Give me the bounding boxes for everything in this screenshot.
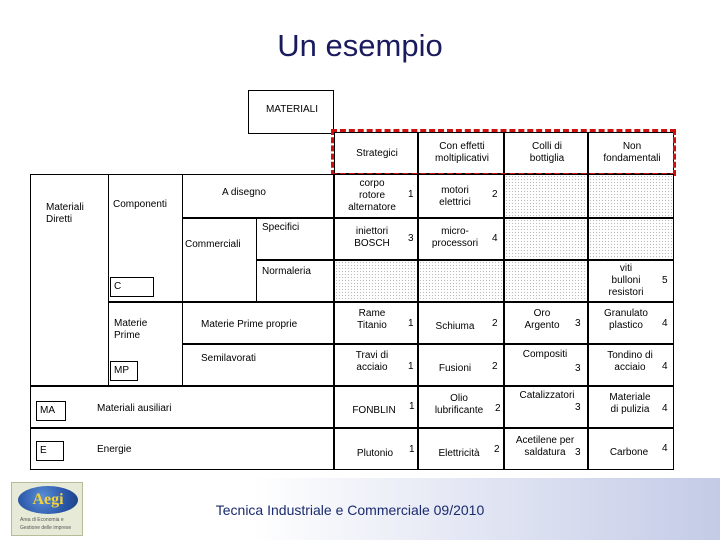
cell-granulato-label: Granulato plastico xyxy=(604,308,648,331)
cell-oro xyxy=(504,302,588,344)
cell-catalizzatori xyxy=(504,386,588,428)
cell-acetilene-num: 3 xyxy=(575,447,581,458)
cell-fusioni-num: 2 xyxy=(492,361,498,372)
specifici-label: Specifici xyxy=(262,222,300,233)
cell-tondino-num: 4 xyxy=(662,361,668,372)
cell-micro-num: 4 xyxy=(492,233,498,244)
cell-plutonio-label: Plutonio xyxy=(356,448,394,459)
cell-fonblin-num: 1 xyxy=(409,401,415,412)
cell-travi xyxy=(334,344,418,386)
cell-row1-nonfond-empty xyxy=(588,174,674,218)
cell-iniettori-num: 3 xyxy=(408,233,414,244)
cell-corpo-label: corpo rotore alternatore xyxy=(348,178,396,213)
cell-fusioni xyxy=(418,344,504,386)
cell-fonblin-label: FONBLIN xyxy=(352,405,396,416)
cell-catalizzatori-label: Catalizzatori xyxy=(519,390,575,401)
cell-granulato xyxy=(588,302,674,344)
cell-viti xyxy=(588,260,674,302)
cell-micro xyxy=(418,218,504,260)
slide-footer: Tecnica Industriale e Commerciale 09/2010 xyxy=(215,502,485,518)
energie-label: Energie xyxy=(97,444,132,455)
aegi-logo xyxy=(11,482,83,536)
cell-carbone xyxy=(588,428,674,470)
materiali-diretti-label: Materiali Diretti xyxy=(46,202,84,225)
cell-schiuma-num: 2 xyxy=(492,318,498,329)
cell-row2-nonfond-empty xyxy=(588,218,674,260)
materiali-ausiliari-label: Materiali ausiliari xyxy=(97,403,172,414)
cell-viti-label: viti bulloni resistori xyxy=(608,263,644,298)
cell-tondino xyxy=(588,344,674,386)
cell-row3-strat-empty xyxy=(334,260,418,302)
cell-materiale-pulizia-label: Materiale di pulizia xyxy=(609,392,651,415)
code-c-label: C xyxy=(110,277,154,297)
cell-elettricita-num: 2 xyxy=(494,444,500,455)
cell-olio-label: Olio lubrificante xyxy=(434,393,484,416)
logo-line2: Gestione delle imprese xyxy=(20,525,72,531)
a-disegno-label: A disegno xyxy=(222,187,266,198)
materie-prime-label: Materie Prime xyxy=(114,318,148,341)
cell-tondino-label: Tondino di acciaio xyxy=(607,350,653,373)
cell-rame-label: Rame Titanio xyxy=(357,308,387,331)
cell-compositi-num: 3 xyxy=(575,363,581,374)
cell-motori-label: motori elettrici xyxy=(439,185,471,208)
cell-oro-label: Oro Argento xyxy=(524,308,560,331)
cell-acetilene xyxy=(504,428,588,470)
materiali-label: MATERIALI xyxy=(265,104,319,115)
cell-elettricita-label: Elettricità xyxy=(438,448,480,459)
semilavorati-cell xyxy=(182,344,334,386)
energie-block xyxy=(30,428,334,470)
dashed-highlight xyxy=(331,129,676,176)
cell-compositi-label: Compositi xyxy=(522,349,568,360)
cell-compositi xyxy=(504,344,588,386)
cell-oro-num: 3 xyxy=(575,318,581,329)
cell-corpo xyxy=(334,174,418,218)
cell-schiuma-label: Schiuma xyxy=(435,321,475,332)
cell-catalizzatori-num: 3 xyxy=(575,402,581,413)
cell-motori-num: 2 xyxy=(492,189,498,200)
cell-fusioni-label: Fusioni xyxy=(438,363,472,374)
materie-prime-proprie-label: Materie Prime proprie xyxy=(201,319,298,330)
cell-motori xyxy=(418,174,504,218)
semilavorati-label: Semilavorati xyxy=(201,353,257,364)
cell-iniettori-label: iniettori BOSCH xyxy=(354,226,390,249)
cell-travi-num: 1 xyxy=(408,361,414,372)
logo-line1: Area di Economia e xyxy=(20,517,64,523)
col-con-effetti-label: Con effetti moltiplicativi xyxy=(435,141,489,164)
cell-row3-colli-empty xyxy=(504,260,588,302)
cell-carbone-label: Carbone xyxy=(609,447,649,458)
code-mp-label: MP xyxy=(110,361,138,381)
code-e-label: E xyxy=(36,441,64,461)
logo-name: Aegi xyxy=(32,491,64,508)
cell-olio xyxy=(418,386,504,428)
cell-iniettori xyxy=(334,218,418,260)
cell-schiuma xyxy=(418,302,504,344)
col-colli-label: Colli di bottiglia xyxy=(529,141,565,164)
cell-fonblin xyxy=(334,386,418,428)
slide-title: Un esempio xyxy=(277,28,443,63)
cell-carbone-num: 4 xyxy=(662,443,668,454)
materiali-header-box xyxy=(248,90,334,134)
commerciali-label: Commerciali xyxy=(185,239,241,250)
code-ma-label: MA xyxy=(36,401,66,421)
col-strategici-label: Strategici xyxy=(356,148,398,159)
cell-row3-effetti-empty xyxy=(418,260,504,302)
cell-rame xyxy=(334,302,418,344)
col-non-fond-label: Non fondamentali xyxy=(603,141,661,164)
cell-plutonio-num: 1 xyxy=(409,444,415,455)
cell-corpo-num: 1 xyxy=(408,189,414,200)
cell-materiale-pulizia xyxy=(588,386,674,428)
componenti-label: Componenti xyxy=(113,199,167,210)
materiali-ausiliari-block xyxy=(30,386,334,428)
cell-olio-num: 2 xyxy=(495,403,501,414)
cell-elettricita xyxy=(418,428,504,470)
cell-viti-num: 5 xyxy=(662,275,668,286)
normaleria-label: Normaleria xyxy=(262,266,311,277)
cell-plutonio xyxy=(334,428,418,470)
cell-materiale-pulizia-num: 4 xyxy=(662,403,668,414)
cell-travi-label: Travi di acciaio xyxy=(355,350,389,373)
cell-row1-colli-empty xyxy=(504,174,588,218)
cell-row2-colli-empty xyxy=(504,218,588,260)
cell-rame-num: 1 xyxy=(408,318,414,329)
cell-acetilene-label: Acetilene per saldatura xyxy=(515,435,575,458)
cell-micro-label: micro- processori xyxy=(431,226,479,249)
cell-granulato-num: 4 xyxy=(662,318,668,329)
